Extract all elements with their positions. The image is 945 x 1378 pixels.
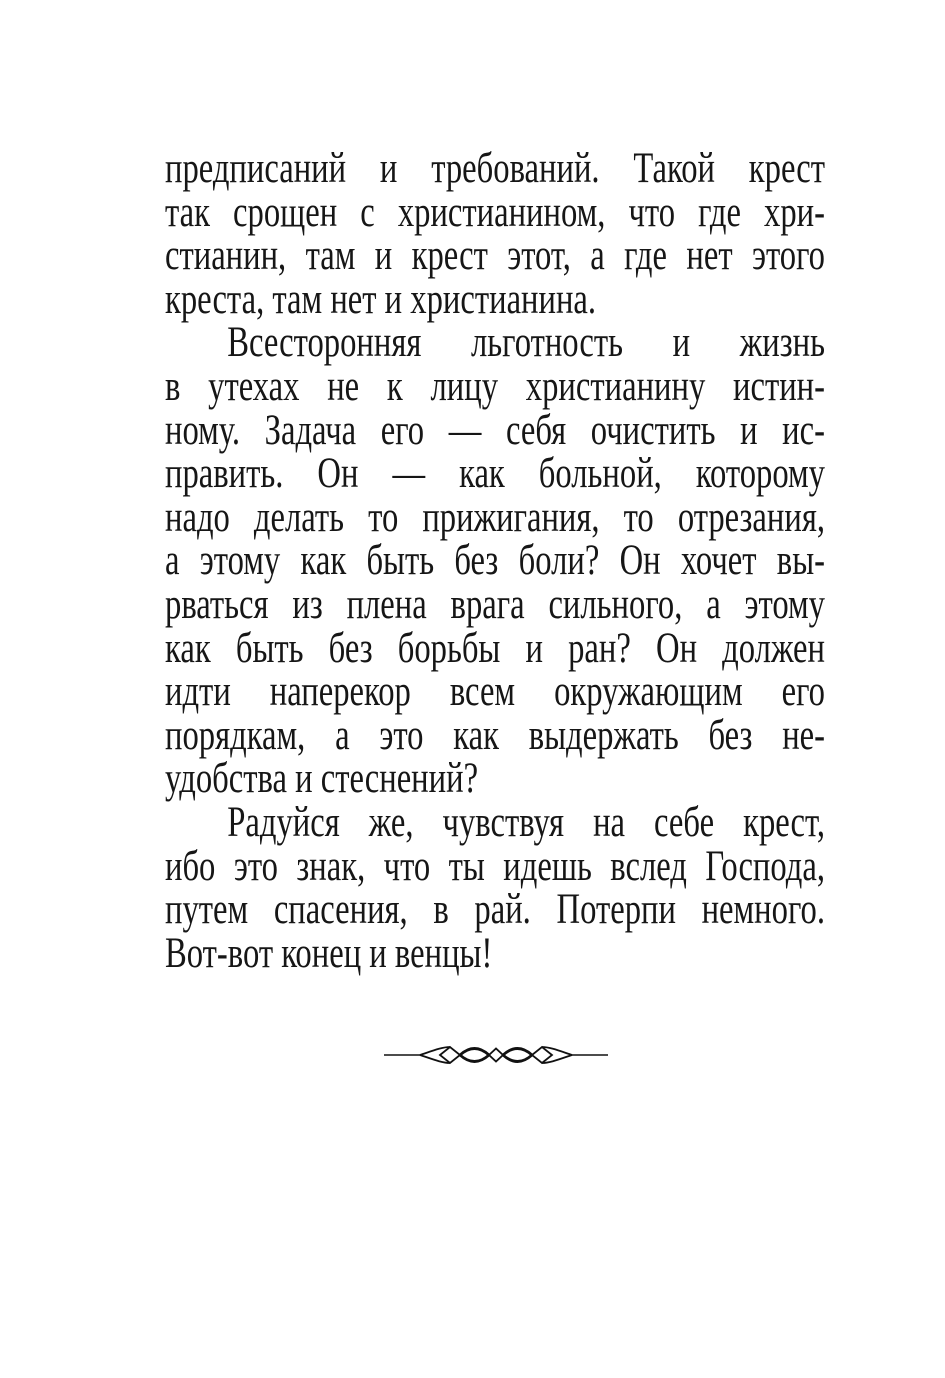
- text-line: как быть без борьбы и ран? Он должен: [165, 623, 825, 672]
- text-line: путем спасения, в рай. Потерпи немного.: [165, 885, 825, 934]
- page-text: [165, 144, 825, 977]
- text-line: ибо это знак, что ты идешь вслед Господа,: [165, 841, 825, 890]
- text-line: рваться из плена врага сильного, а этому: [165, 579, 825, 628]
- text-line: а этому как быть без боли? Он хочет вы-: [165, 536, 825, 585]
- text-line: править. Он — как больной, которому: [165, 449, 825, 498]
- text-line: Радуйся же, чувствуя на себе крест,: [227, 797, 825, 846]
- text-line: идти наперекор всем окружающим его: [165, 667, 825, 716]
- text-line: удобства и стеснений?: [165, 754, 479, 803]
- text-line: ному. Задача его — себя очистить и ис-: [165, 405, 825, 454]
- text-line: в утехах не к лицу христианину истин-: [165, 361, 825, 410]
- text-line: предписаний и требований. Такой крест: [165, 144, 825, 192]
- text-line: стианин, там и крест этот, а где нет этого: [165, 231, 825, 280]
- text-line: Всесторонняя льготность и жизнь: [227, 318, 825, 367]
- text-line: порядкам, а это как выдержать без не-: [165, 710, 825, 759]
- text-line: так срощен с христианином, что где хри-: [165, 187, 825, 236]
- text-line: надо делать то прижигания, то отрезания,: [165, 492, 825, 541]
- section-divider-ornament: [384, 1039, 608, 1071]
- text-line: Вот-вот конец и венцы!: [165, 928, 493, 977]
- text-line: креста, там нет и христианина.: [165, 274, 597, 323]
- flourish-divider-icon: [384, 1039, 608, 1071]
